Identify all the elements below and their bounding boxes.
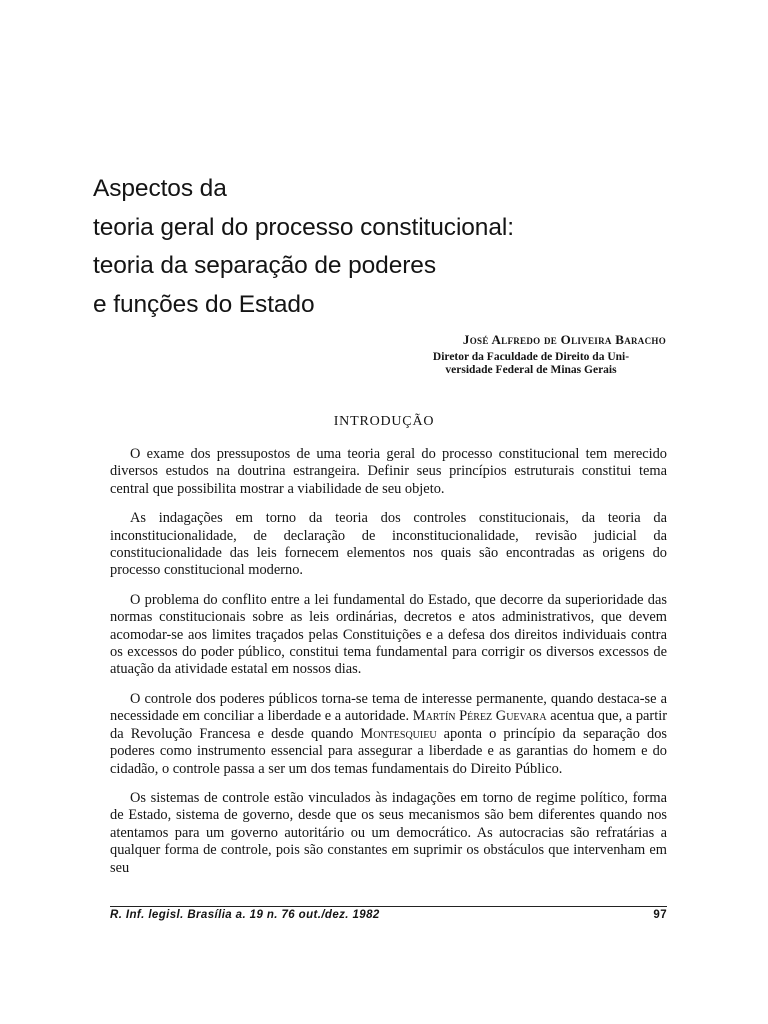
cited-author-name: Montesquieu (360, 725, 437, 742)
author-affiliation (376, 351, 666, 377)
paragraph: O exame dos pressupostos de uma teoria geral do processo constitucional tem merecido diversos estudos na doutrina estrangeira. Definir seus princípios estruturais constitui tema central que possibilita mostrar a viabilidade de seu objeto. (110, 446, 667, 497)
paragraph: O problema do conflito entre a lei fundamental do Estado, que decorre da superioridade das normas constitucionais sobre as leis ordinárias, decretos e atos administrativos, que devem acomodar-se aos limites traçados pelas Constituições e a defesa dos direitos individuais contra os excessos do poder público, constitui tema fundamental para corrigir os diversos excessos de atuação da atividade estatal em nossos dias. (110, 591, 667, 678)
title-line: Aspectos da (93, 175, 227, 202)
author-block (376, 331, 666, 377)
title-line: teoria da separação de poderes (93, 252, 436, 279)
affiliation-line: Diretor da Faculdade de Direito da Uni- (432, 351, 630, 363)
page-number: 97 (653, 909, 667, 921)
footer-divider (110, 906, 667, 907)
paragraph: Os sistemas de controle estão vinculados às indagações em torno de regime político, forma de Estado, sistema de governo, desde que os seus mecanismos são bem diferentes quando nos atentamos para um governo autoritário ou um democrático. As autocracias são refratárias a qualquer forma de controle, pois são constantes em suprimir os obstáculos que intervenham em seu (110, 789, 667, 876)
paragraph (110, 691, 667, 778)
journal-citation: R. Inf. legisl. Brasília a. 19 n. 76 out./dez. 1982 (110, 909, 380, 921)
article-title (93, 170, 653, 324)
title-line: e funções do Estado (93, 290, 315, 318)
paragraph: As indagações em torno da teoria dos controles constitucionais, da teoria da inconstitucionalidade, de declaração de inconstitucionalidade, revisão judicial da constitucionalidade das leis fornecem elementos nos quais são encontradas as origens do processo constitucional moderno. (110, 510, 667, 579)
cited-author-name: Martín Pérez Guevara (412, 708, 547, 725)
title-line: teoria geral do processo constitucional: (93, 213, 514, 241)
author-name: José Alfredo de Oliveira Baracho (462, 332, 666, 347)
section-heading: INTRODUÇÃO (333, 414, 435, 429)
affiliation-line: versidade Federal de Minas Gerais (445, 364, 617, 376)
paragraph-text: O controle dos poderes públicos torna-se tema de interesse permanente, quando destaca-se a necessidade em conciliar a liberdade e a autoridade. (110, 690, 667, 725)
paragraph-text: aponta o princípio da separação dos poderes como instrumento essencial para assegurar a liberdade e as garantias do homem e do cidadão, o controle passa a ser um dos temas fundamentais do Direito Público. (110, 725, 667, 777)
body-text (110, 446, 667, 889)
paragraph-text: acentua que, a partir da Revolução Francesa e desde quando (110, 708, 667, 742)
